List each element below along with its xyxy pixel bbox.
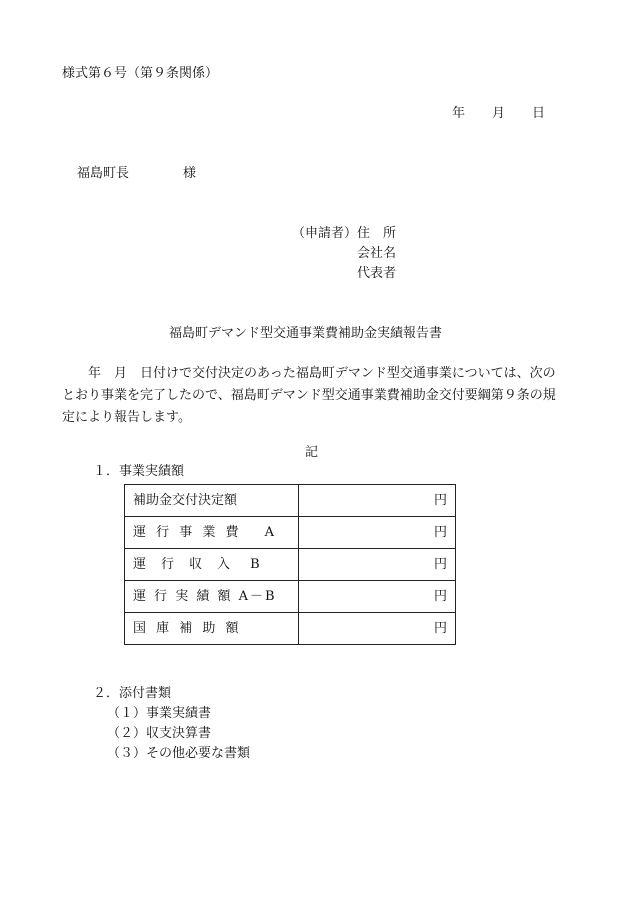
date-year: 年 <box>452 106 466 121</box>
applicant-label: （申請者） <box>292 226 358 241</box>
section2-heading: ２．添付書類 <box>93 686 172 701</box>
body-text-content: 年 月 日付けで交付決定のあった福島町デマンド型交通事業については、次のとおり事業を完了したので、福島町デマンド型交通事業費補助金交付要綱第９条の規定により報告します。 <box>62 366 556 425</box>
applicant-representative-label: 代表者 <box>357 266 397 281</box>
results-table <box>124 484 456 645</box>
ki-label: 記 <box>305 445 319 460</box>
row-item: 国 庫 補 助 額 <box>125 613 299 645</box>
applicant-company-label: 会社名 <box>357 246 397 261</box>
row-amount: 円 <box>299 613 456 645</box>
row-item: 運 行 収 入 B <box>125 549 299 581</box>
attachment-item: （２）収支決算書 <box>107 726 212 741</box>
table-row <box>125 517 456 549</box>
row-amount: 円 <box>299 581 456 613</box>
body-text <box>62 363 562 429</box>
row-item: 運 行 事 業 費 A <box>125 517 299 549</box>
addressee-honorific: 様 <box>183 166 197 181</box>
date-month: 月 <box>492 106 506 121</box>
attachment-item: （３）その他必要な書類 <box>107 746 251 761</box>
addressee-name: 福島町長 <box>77 166 130 181</box>
document-title: 福島町デマンド型交通事業費補助金実績報告書 <box>169 326 443 341</box>
attachment-item: （１）事業実績書 <box>107 706 212 721</box>
row-amount: 円 <box>299 485 456 517</box>
form-number: 様式第６号（第９条関係） <box>62 66 219 81</box>
table-row <box>125 613 456 645</box>
row-item: 運 行 実 績 額 A－B <box>125 581 299 613</box>
table-row <box>125 485 456 517</box>
table-row <box>125 549 456 581</box>
table-row <box>125 581 456 613</box>
date-day: 日 <box>532 106 546 121</box>
row-amount: 円 <box>299 517 456 549</box>
row-item: 補助金交付決定額 <box>125 485 299 517</box>
section1-heading: １．事業実績額 <box>93 464 185 479</box>
row-amount: 円 <box>299 549 456 581</box>
applicant-address-label: 住 所 <box>357 226 397 241</box>
date-line <box>452 107 552 121</box>
